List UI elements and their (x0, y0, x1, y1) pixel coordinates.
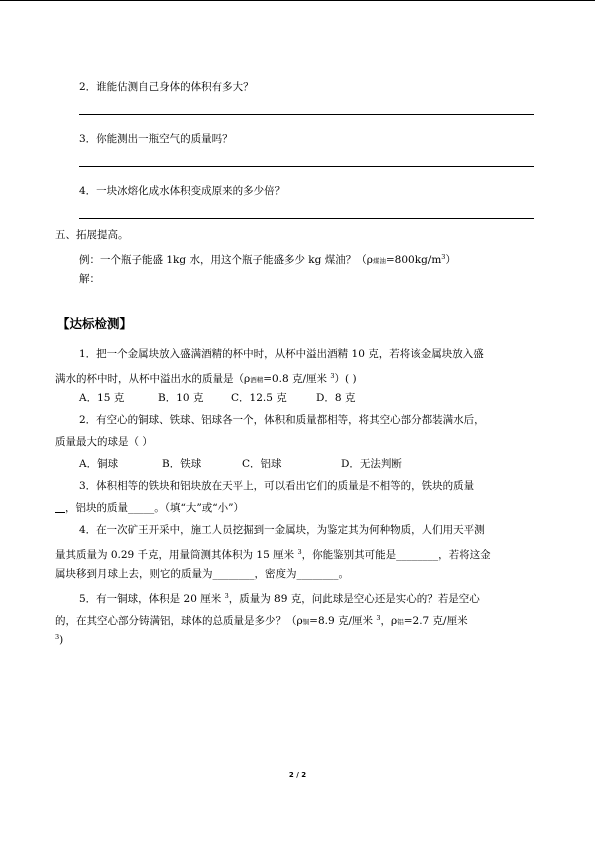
problem-4-line-2: 量其质量为 0.29 千克，用量筒测其体积为 15 厘米 $^3$，你能鉴别其可能是________，若将这金 (55, 548, 491, 561)
problem-2-option-d: D．无法判断 (341, 458, 402, 470)
problem-5-line-1: 5．有一铜球，体积是 20 厘米 $^3$，质量为 89 克，问此球是空心还是实心的？若是空心 (79, 592, 480, 605)
answer-line-4 (79, 218, 534, 219)
problem-1-line-1: 1．把一个金属块放入盛满酒精的杯中时，从杯中溢出酒精 10 克，若将该金属块放入盛 (79, 348, 484, 360)
problem-4-line-3: 属块移到月球上去，则它的质量为________，密度为________。 (55, 568, 349, 580)
problem-1-option-a: A．15 克 (79, 392, 125, 404)
problem-2-option-c: C．铝球 (242, 458, 282, 470)
problem-2-option-a: A．铜球 (79, 458, 119, 470)
question-4: 4．一块冰熔化成水体积变成原来的多少倍？ (79, 185, 286, 197)
problem-1-line-2: 满水的杯中时，从杯中溢出水的质量是（ρ酒精=0.8 克/厘米 $^3$）( ) (55, 372, 357, 385)
question-2: 2．谁能估测自己身体的体积有多大？ (79, 81, 254, 93)
page-top-border (0, 0, 595, 1)
problem-1-option-b: B．10 克 (158, 392, 204, 404)
question-3: 3．你能测出一瓶空气的质量吗？ (79, 133, 233, 145)
section-5-heading: 五、拓展提高。 (55, 229, 129, 241)
problem-2-option-b: B．铁球 (162, 458, 202, 470)
check-heading: 【达标检测】 (57, 316, 133, 331)
problem-3-line-2: ，铝块的质量_____。（填“大”或“小”） (55, 501, 244, 515)
blank-iron-mass (55, 501, 65, 513)
problem-2-line-1: 2．有空心的铜球、铁球、铝球各一个，体积和质量都相等，将其空心部分都装满水后， (79, 414, 485, 426)
problem-1-option-c: C．12.5 克 (231, 392, 287, 404)
answer-line-2 (79, 114, 534, 115)
example-problem: 例：一个瓶子能盛 1kg 水，用这个瓶子能盛多少 kg 煤油？（ρ煤油$=800kg/m^3$） (79, 253, 456, 266)
problem-1-option-d: D．8 克 (316, 392, 356, 404)
answer-line-3 (79, 166, 534, 167)
problem-5-line-3: $^3$) (55, 633, 64, 646)
problem-3-line-1: 3．体积相等的铁块和铝块放在天平上，可以看出它们的质量是不相等的，铁块的质量 (79, 480, 475, 492)
page-number: 2 / 2 (288, 771, 307, 779)
solution-label: 解： (79, 273, 100, 285)
problem-5-line-2: 的，在其空心部分铸满铝，球体的总质量是多少？（ρ铜=8.9 克/厘米 $^3$，ρ铝=2.7 克/厘米 (55, 614, 468, 627)
problem-4-line-1: 4．在一次矿王开采中，施工人员挖掘到一金属块，为鉴定其为何种物质，人们用天平测 (79, 524, 485, 536)
problem-2-line-2: 质量最大的球是（ ） (55, 436, 153, 448)
